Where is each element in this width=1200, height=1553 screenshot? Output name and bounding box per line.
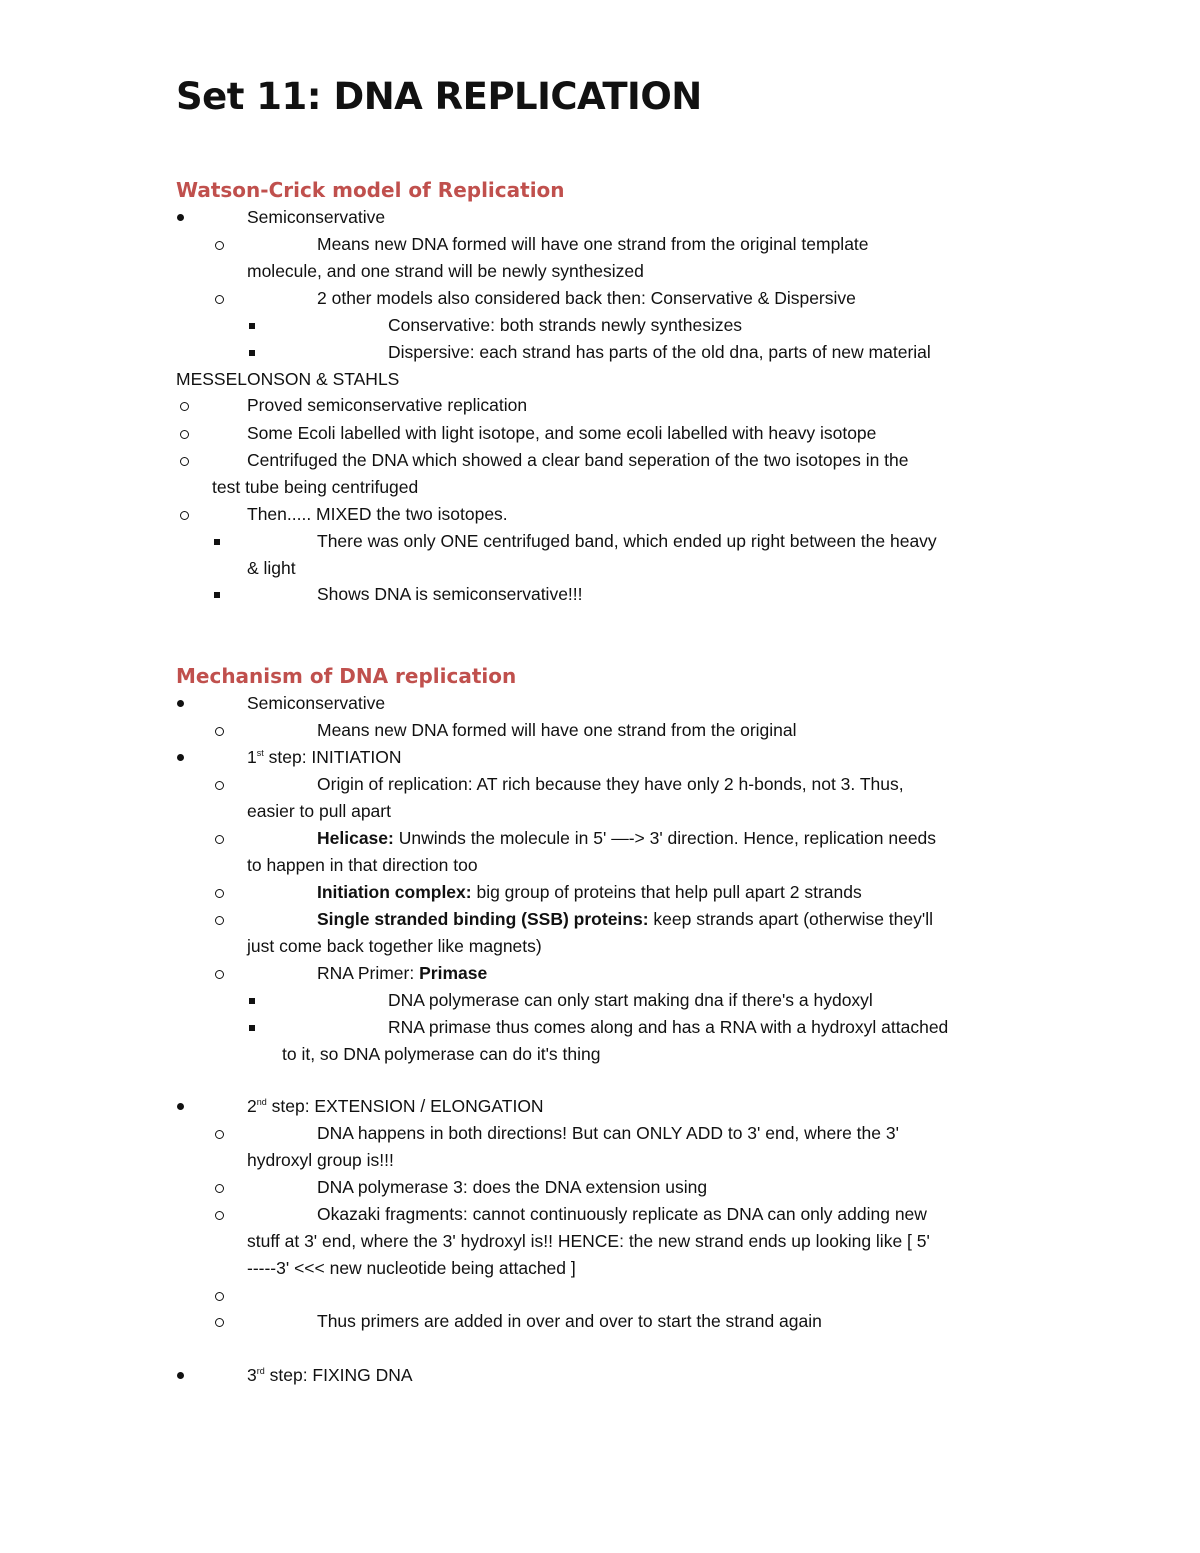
bullet-dot (168, 204, 192, 221)
bullet-circle (207, 771, 231, 790)
list-item: Semiconservative (247, 693, 386, 713)
list-item: Helicase: Unwinds the molecule in 5' —-> 3' direction. Hence, replication needs to happen in that direction too (247, 828, 937, 875)
bullet-circle (207, 825, 231, 844)
bullet-circle (207, 1174, 231, 1193)
list-item-step-3: 3rd step: FIXING DNA (247, 1365, 413, 1385)
list-item: Dispersive: each strand has parts of the old dna, parts of new material (388, 342, 931, 362)
list-item: Origin of replication: AT rich because they have only 2 h-bonds, not 3. Thus, easier to pull apart (247, 774, 904, 821)
bullet-circle (172, 501, 196, 520)
bullet-square (240, 1014, 264, 1031)
list-item: Then..... MIXED the two isotopes. (247, 504, 508, 524)
list-item: Shows DNA is semiconservative!!! (317, 584, 583, 604)
list-item: Okazaki fragments: cannot continuously replicate as DNA can only adding new stuff at 3' end, where the 3' hydroxyl is!! HENCE: the new strand ends up looking like [ 5' -----3' <<< new nucleotide being attached ] (247, 1204, 930, 1278)
bullet-square (240, 987, 264, 1004)
bullet-circle (207, 717, 231, 736)
list-item: Semiconservative (247, 207, 386, 227)
list-item: DNA polymerase can only start making dna if there's a hydoxyl (388, 990, 873, 1010)
list-item: Single stranded binding (SSB) proteins: keep strands apart (otherwise they'll just come back together like magnets) (247, 909, 933, 956)
list-item: RNA Primer: Primase (317, 963, 488, 983)
list-item-step-2: 2nd step: EXTENSION / ELONGATION (247, 1096, 544, 1116)
bullet-dot (168, 1362, 192, 1379)
bullet-circle (172, 392, 196, 411)
bullet-circle (172, 420, 196, 439)
list-item: Some Ecoli labelled with light isotope, and some ecoli labelled with heavy isotope (247, 423, 877, 443)
list-item: Conservative: both strands newly synthesizes (388, 315, 743, 335)
bullet-square (205, 528, 229, 545)
bullet-circle (207, 1201, 231, 1220)
bullet-circle (207, 1308, 231, 1327)
list-item: 2 other models also considered back then: Conservative & Dispersive (317, 288, 856, 308)
list-item: Proved semiconservative replication (247, 395, 528, 415)
list-item: DNA happens in both directions! But can ONLY ADD to 3' end, where the 3' hydroxyl group is!!! (247, 1123, 899, 1170)
list-item: Means new DNA formed will have one strand from the original (317, 720, 797, 740)
bullet-circle (207, 231, 231, 250)
bullet-square (240, 339, 264, 356)
list-item: Thus primers are added in over and over to start the strand again (317, 1311, 822, 1331)
bullet-circle (207, 285, 231, 304)
bullet-dot (168, 744, 192, 761)
subsection-label: MESSELONSON & STAHLS (176, 369, 400, 389)
bullet-circle (207, 960, 231, 979)
list-item-step-1: 1st step: INITIATION (247, 747, 402, 767)
section-heading-watson-crick: Watson-Crick model of Replication (176, 178, 565, 202)
list-item: Means new DNA formed will have one strand from the original template molecule, and one strand will be newly synthesized (247, 234, 869, 281)
bullet-circle (207, 1120, 231, 1139)
bullet-square (240, 312, 264, 329)
page-title: Set 11: DNA REPLICATION (176, 75, 702, 118)
bullet-circle (207, 906, 231, 925)
bullet-circle (172, 447, 196, 466)
list-item: Initiation complex: big group of proteins that help pull apart 2 strands (317, 882, 862, 902)
list-item: There was only ONE centrifuged band, which ended up right between the heavy & light (247, 531, 937, 578)
list-item: DNA polymerase 3: does the DNA extension using (317, 1177, 708, 1197)
bullet-circle (207, 879, 231, 898)
bullet-square (205, 581, 229, 598)
bullet-dot (168, 690, 192, 707)
list-item: Centrifuged the DNA which showed a clear band seperation of the two isotopes in the test tube being centrifuged (212, 450, 909, 497)
section-heading-mechanism: Mechanism of DNA replication (176, 664, 517, 688)
bullet-circle-empty (207, 1282, 231, 1301)
list-item: RNA primase thus comes along and has a RNA with a hydroxyl attached to it, so DNA polymerase can do it's thing (282, 1017, 949, 1064)
bullet-dot (168, 1093, 192, 1110)
